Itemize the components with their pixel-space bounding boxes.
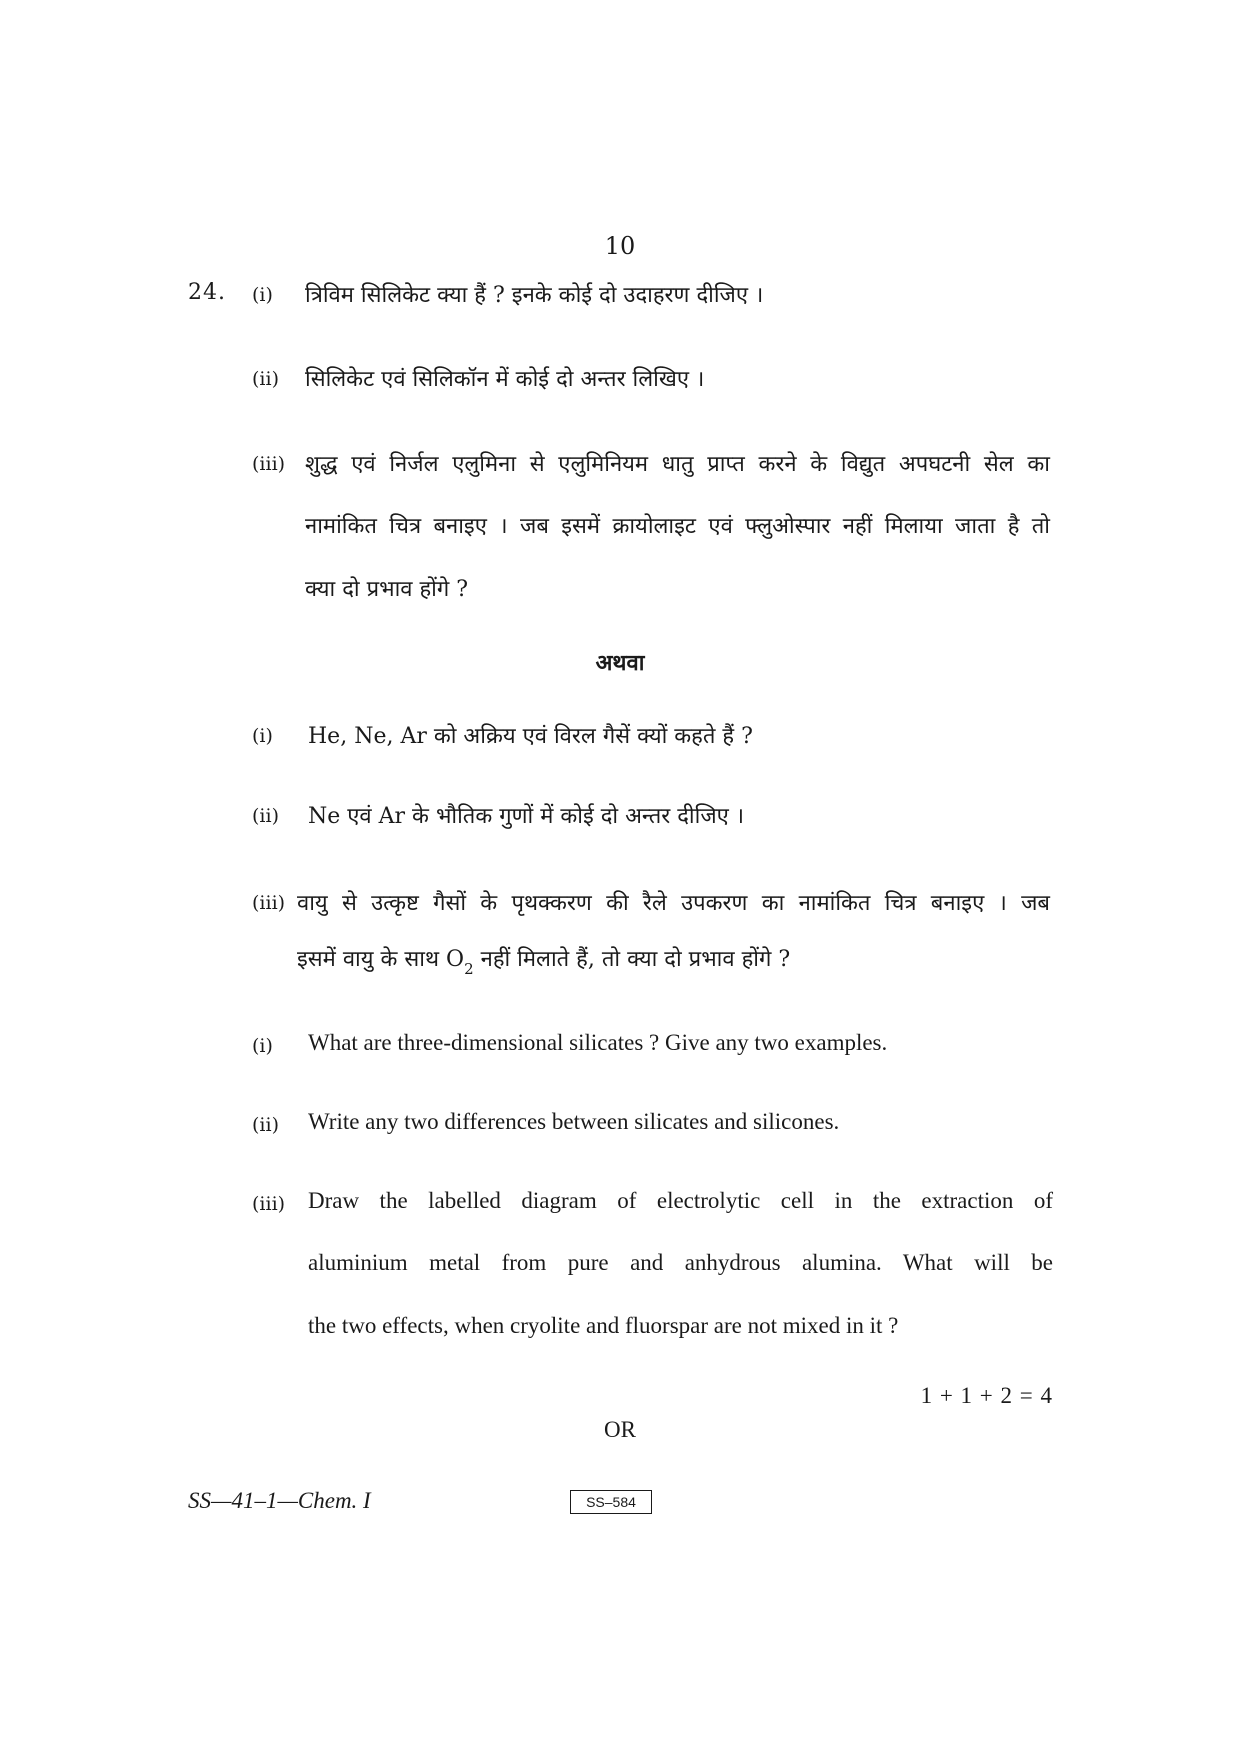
item-label: (ii) [252,1114,279,1136]
question-text: त्रिविम सिलिकेट क्या हैं ? इनके कोई दो उदाहरण दीजिए । [305,283,764,308]
item-label: (i) [252,284,273,306]
item-label: (iii) [252,1193,286,1215]
page-number: 10 [604,232,636,260]
item-label: (ii) [252,805,279,827]
question-text: the two effects, when cryolite and fluorspar are not mixed in it ? [308,1313,899,1338]
question-text [297,943,791,978]
question-text: Ne एवं Ar के भौतिक गुणों में कोई दो अन्तर दीजिए । [308,804,745,829]
question-text: He, Ne, Ar को अक्रिय एवं विरल गैसें क्यों कहते हैं ? [308,724,753,749]
item-label: (i) [252,1035,273,1057]
question-text: वायु से उत्कृष्ट गैसों के पृथक्करण की रैले उपकरण का नामांकित चित्र बनाइए । जब [297,891,1050,916]
question-text: Write any two differences between silicates and silicones. [308,1109,840,1134]
formula-text: इसमें वायु के साथ O [297,947,465,972]
or-heading-hindi: अथवा [595,650,645,676]
formula-text: नहीं मिलाते हैं, तो क्या दो प्रभाव होंगे ? [473,947,791,972]
item-label: (iii) [252,453,286,475]
question-text: What are three-dimensional silicates ? Give any two examples. [308,1030,888,1055]
item-label: (ii) [252,368,279,390]
question-text: क्या दो प्रभाव होंगे ? [305,577,469,602]
marks: 1 + 1 + 2 = 4 [920,1383,1053,1408]
subscript: 2 [464,960,474,978]
question-text: नामांकित चित्र बनाइए । जब इसमें क्रायोलाइट एवं फ्लुओस्पार नहीं मिलाया जाता है तो [305,514,1050,539]
question-text: Draw the labelled diagram of electrolytic cell in the extraction of [308,1188,1053,1213]
set-code-box: SS–584 [570,1490,652,1514]
question-text: शुद्ध एवं निर्जल एलुमिना से एलुमिनियम धातु प्राप्त करने के विद्युत अपघटनी सेल का [305,452,1050,477]
question-text: aluminium metal from pure and anhydrous alumina. What will be [308,1250,1053,1275]
or-heading-english: OR [604,1417,636,1442]
item-label: (iii) [252,892,286,914]
paper-code: SS—41–1—Chem. I [188,1488,371,1513]
item-label: (i) [252,725,273,747]
question-number: 24. [188,280,226,305]
question-text: सिलिकेट एवं सिलिकॉन में कोई दो अन्तर लिखिए । [305,367,705,392]
